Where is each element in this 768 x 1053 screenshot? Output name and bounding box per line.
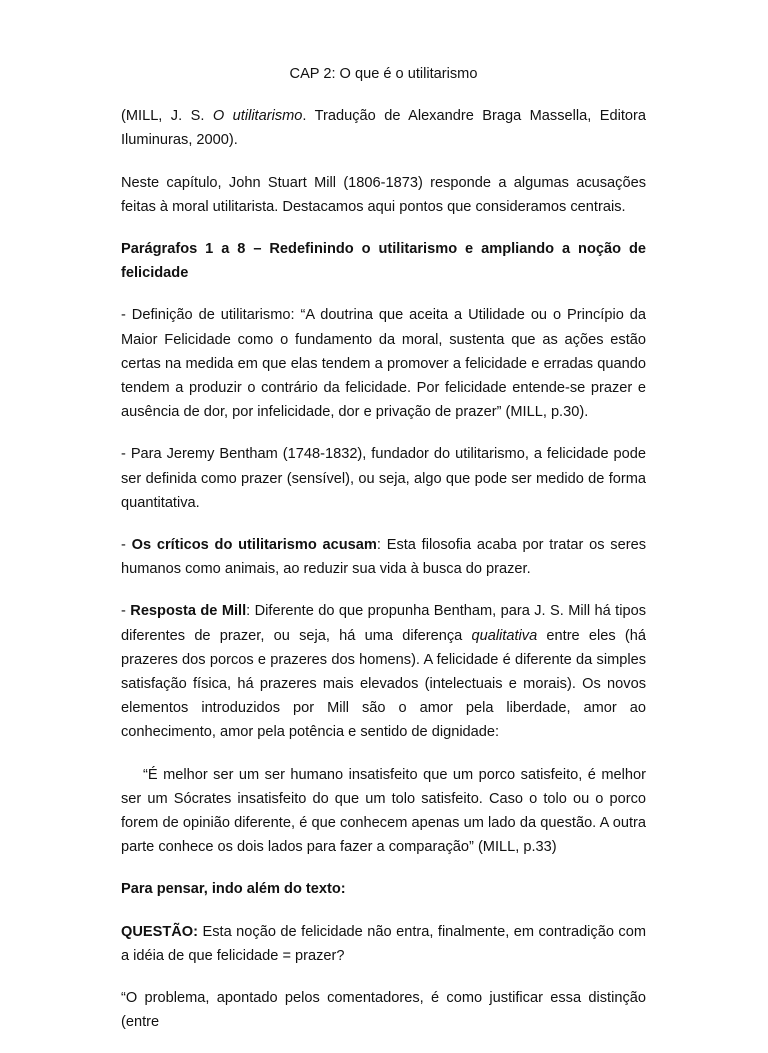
response-emphasis: qualitativa (471, 627, 538, 644)
response-text-after: entre eles (há prazeres dos porcos e prazeres dos homens). A felicidade é diferente da simples satisfação física, há prazeres mais elevados (intelectuais e morais). Os novos elementos introduzidos por Mill são o amor pela liberdade, amor ao conhecimento, amor pela potência e sentido de dignidade: (121, 627, 646, 741)
final-paragraph: “O problema, apontado pelos comentadores, é como justificar essa distinção (entre (121, 990, 646, 1031)
section-heading: Parágrafos 1 a 8 – Redefinindo o utilitarismo e ampliando a noção de felicidade (121, 241, 646, 282)
critics-label: Os críticos do utilitarismo acusam (131, 537, 377, 554)
critics-text: : Esta filosofia acaba por tratar os seres humanos como animais, ao reduzir sua vida à busca do prazer. (121, 537, 646, 578)
page-title: CAP 2: O que é o utilitarismo (289, 66, 478, 82)
question-text: Esta noção de felicidade não entra, finalmente, em contradição com a idéia de que felicidade = prazer? (121, 923, 646, 964)
critics-paragraph (121, 533, 646, 581)
reference-suffix: . Tradução de Alexandre Braga Massella, Editora Iluminuras, 2000). (121, 108, 646, 149)
response-label: Resposta de Mill (130, 603, 247, 620)
reference-paragraph (121, 104, 646, 152)
response-text-before: : Diferente do que propunha Bentham, para J. S. Mill há tipos diferentes de prazer, ou seja, há uma diferença (121, 603, 646, 644)
definition-paragraph: - Definição de utilitarismo: “A doutrina que aceita a Utilidade ou o Princípio da Maior Felicidade como o fundamento da moral, sustenta que as ações estão certas na medida em que elas tendem a promover a felicidade e erradas quando tendem a produzir o contrário da felicidade. Por felicidade entende-se prazer e ausência de dor, por infelicidade, dor e privação de prazer” (MILL, p.30). (121, 307, 646, 421)
critics-dash: - (121, 537, 132, 554)
question-label: QUESTÃO: (121, 923, 199, 940)
bentham-paragraph: - Para Jeremy Bentham (1748-1832), fundador do utilitarismo, a felicidade pode ser definida como prazer (sensível), ou seja, algo que pode ser medido de forma quantitativa. (121, 446, 646, 511)
reference-book-title: O utilitarismo (212, 108, 303, 125)
response-dash: - (121, 603, 131, 620)
reference-prefix: (MILL, J. S. (121, 108, 213, 125)
mill-quote: “É melhor ser um ser humano insatisfeito que um porco satisfeito, é melhor ser um Sócrates insatisfeito do que um tolo satisfeito. Caso o tolo ou o porco forem de opinião diferente, é que conhecem apenas um lado da questão. A outra parte conhece os dois lados para fazer a comparação” (MILL, p.33) (121, 766, 646, 856)
intro-paragraph: Neste capítulo, John Stuart Mill (1806-1873) responde a algumas acusações feitas à moral utilitarista. Destacamos aqui pontos que consideramos centrais. (121, 174, 646, 215)
response-paragraph (121, 599, 646, 744)
question-paragraph (121, 920, 646, 968)
think-heading: Para pensar, indo além do texto: (121, 881, 346, 898)
document-page (121, 62, 646, 1053)
